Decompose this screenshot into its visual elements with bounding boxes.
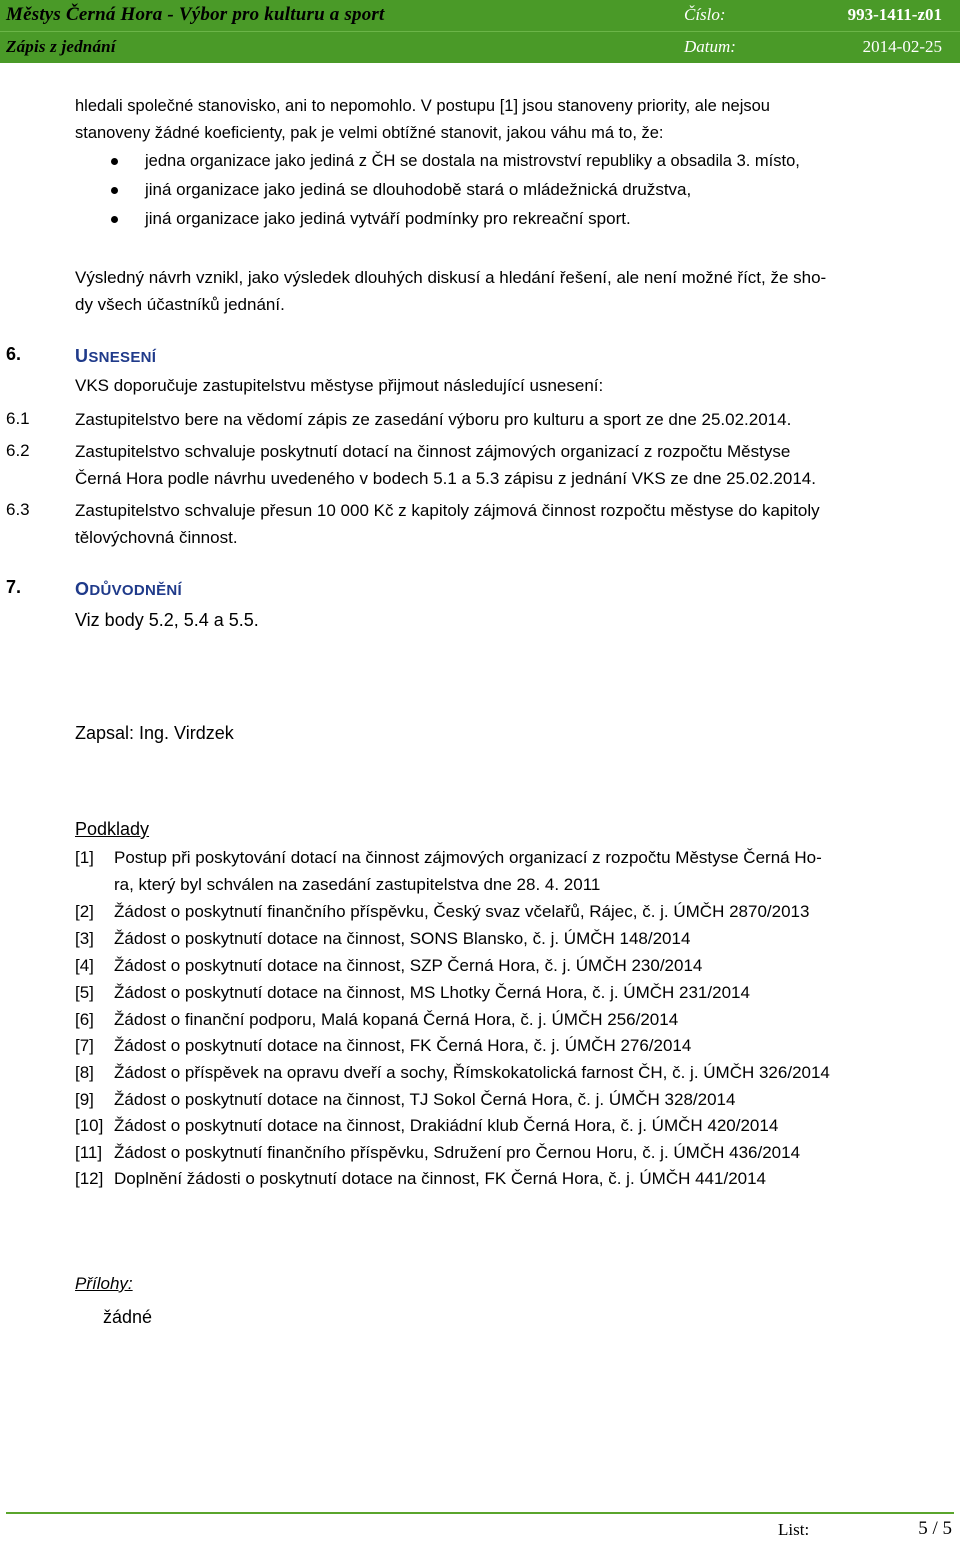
reference-number: [3] (75, 929, 94, 948)
reference-number: [6] (75, 1010, 94, 1029)
resolution-6-1-text: Zastupitelstvo bere na vědomí zápis ze zasedání výboru pro kulturu a sport ze dne 25.02.2014. (75, 410, 792, 429)
reference-number: [8] (75, 1063, 94, 1082)
signature: Zapsal: Ing. Virdzek (75, 723, 234, 743)
reference-text: Žádost o poskytnutí dotace na činnost, Drakiádní klub Černá Hora, č. j. ÚMČH 420/2014 (114, 1116, 779, 1135)
number-value: 993-1411-z01 (847, 5, 942, 24)
org-title: Městys Černá Hora - Výbor pro kulturu a sport (6, 4, 385, 25)
section-7-body: Viz body 5.2, 5.4 a 5.5. (75, 610, 259, 630)
reference-text: Žádost o poskytnutí dotace na činnost, TJ Sokol Černá Hora, č. j. ÚMČH 328/2014 (114, 1090, 736, 1109)
reference-number: [7] (75, 1036, 94, 1055)
reference-text: Žádost o poskytnutí finančního příspěvku, Sdružení pro Černou Horu, č. j. ÚMČH 436/2014 (114, 1143, 801, 1162)
date-value: 2014-02-25 (862, 37, 942, 56)
reference-text: Žádost o příspěvek na opravu dveří a sochy, Římskokatolická farnost ČH, č. j. ÚMČH 326/2014 (114, 1063, 830, 1082)
header-row-2 (0, 31, 960, 63)
reference-text: Žádost o poskytnutí dotace na činnost, SONS Blansko, č. j. ÚMČH 148/2014 (114, 929, 691, 948)
header-row-1 (0, 0, 960, 31)
reference-1-line-2: ra, který byl schválen na zasedání zastupitelstva dne 28. 4. 2011 (114, 875, 601, 894)
reference-text: Žádost o finanční podporu, Malá kopaná Černá Hora, č. j. ÚMČH 256/2014 (114, 1010, 679, 1029)
document-header (0, 0, 960, 62)
section-6-number: 6. (6, 344, 22, 364)
intro-bullet-2: jiná organizace jako jediná se dlouhodobě stará o mládežnická družstva, (145, 180, 692, 199)
bullet-icon (111, 187, 118, 194)
result-paragraph-line-1: Výsledný návrh vznikl, jako výsledek dlouhých diskusí a hledání řešení, ale není možné říct, že sho- (75, 268, 827, 287)
intro-bullet-3: jiná organizace jako jediná vytváří podmínky pro rekreační sport. (145, 209, 631, 228)
bullet-icon (111, 216, 118, 223)
resolution-6-2-line-2: Černá Hora podle návrhu uvedeného v bodech 5.1 a 5.3 zápisu z jednání VKS ze dne 25.02.2014. (75, 469, 816, 488)
page-number: 5 / 5 (918, 1518, 952, 1539)
doc-type: Zápis z jednání (6, 37, 116, 56)
resolution-6-2-line-1: Zastupitelstvo schvaluje poskytnutí dotací na činnost zájmových organizací z rozpočtu Městyse (75, 442, 791, 461)
date-label: Datum: (684, 37, 736, 56)
reference-text: Doplnění žádosti o poskytnutí dotace na činnost, FK Černá Hora, č. j. ÚMČH 441/2014 (114, 1169, 767, 1188)
section-6-title-rest: SNESENÍ (88, 349, 157, 366)
resolution-6-3-number: 6.3 (6, 500, 30, 519)
resolution-6-3-line-1: Zastupitelstvo schvaluje přesun 10 000 Kč z kapitoly zájmová činnost rozpočtu městyse do kapitoly (75, 501, 820, 520)
result-paragraph-line-2: dy všech účastníků jednání. (75, 295, 285, 314)
bullet-icon (111, 158, 118, 165)
intro-line-1: hledali společné stanovisko, ani to nepomohlo. V postupu [1] jsou stanoveny priority, ale nejsou (75, 97, 770, 115)
reference-text: Žádost o poskytnutí dotace na činnost, FK Černá Hora, č. j. ÚMČH 276/2014 (114, 1036, 692, 1055)
attachments-heading: Přílohy: (75, 1274, 133, 1293)
reference-text: Žádost o poskytnutí finančního příspěvku, Český svaz včelařů, Rájec, č. j. ÚMČH 2870/2013 (114, 902, 810, 921)
reference-number: [4] (75, 956, 94, 975)
footer-divider (6, 1512, 954, 1514)
intro-line-2: stanoveny žádné koeficienty, pak je velmi obtížné stanovit, jakou váhu má to, že: (75, 124, 664, 142)
reference-number: [11] (75, 1143, 103, 1162)
section-7-number: 7. (6, 577, 22, 597)
reference-number: [2] (75, 902, 94, 921)
section-6-title-cap: U (75, 346, 89, 366)
reference-number: [12] (75, 1169, 104, 1188)
intro-bullet-1: jedna organizace jako jediná z ČH se dostala na mistrovství republiky a obsadila 3. místo, (145, 152, 800, 170)
section-6-lead: VKS doporučuje zastupitelstvu městyse přijmout následující usnesení: (75, 376, 604, 395)
attachments-value: žádné (103, 1307, 153, 1327)
reference-text: Žádost o poskytnutí dotace na činnost, MS Lhotky Černá Hora, č. j. ÚMČH 231/2014 (114, 983, 750, 1002)
reference-number: [5] (75, 983, 94, 1002)
resolution-6-1-number: 6.1 (6, 409, 30, 428)
reference-1-line-1: Postup při poskytování dotací na činnost zájmových organizací z rozpočtu Městyse Černá Ho- (114, 848, 822, 867)
reference-number: [9] (75, 1090, 94, 1109)
references-heading: Podklady (75, 819, 150, 839)
section-7-title-cap: O (75, 579, 90, 599)
number-label: Číslo: (684, 5, 726, 24)
reference-text: Žádost o poskytnutí dotace na činnost, SZP Černá Hora, č. j. ÚMČH 230/2014 (114, 956, 703, 975)
page-label: List: (778, 1520, 810, 1539)
section-6-title (75, 346, 156, 367)
section-7-title-rest: DŮVODNĚNÍ (89, 582, 183, 599)
reference-number: [10] (75, 1116, 104, 1135)
section-7-title (75, 579, 182, 600)
reference-number: [1] (75, 848, 94, 867)
resolution-6-2-number: 6.2 (6, 441, 30, 460)
resolution-6-3-line-2: tělovýchovná činnost. (75, 528, 238, 547)
